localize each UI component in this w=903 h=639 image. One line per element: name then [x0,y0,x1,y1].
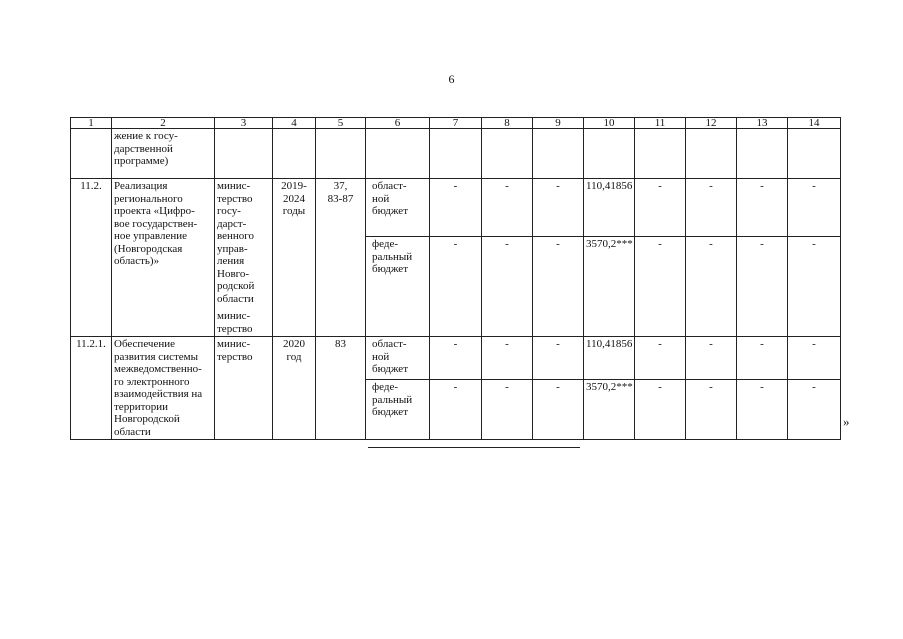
empty-cell [686,129,737,179]
empty-cell [533,129,584,179]
empty-cell [273,129,316,179]
period: 2019- 2024 годы [273,179,316,337]
value-cell: 110,41856 [584,337,635,380]
funding-source: феде- ральный бюджет [366,237,430,337]
value-cell: 3570,2*** [584,380,635,440]
value-cell: 3570,2*** [584,237,635,337]
value-cell: - [533,179,584,237]
value-cell: - [635,179,686,237]
value-cell: 110,41856 [584,179,635,237]
table-row [71,179,841,237]
col-header: 1 [71,118,112,129]
value-cell: - [430,179,482,237]
col-header: 7 [430,118,482,129]
col-header: 13 [737,118,788,129]
empty-cell [788,129,841,179]
value-cell: - [533,337,584,380]
executor: минис- терство [215,337,273,440]
closing-quote-mark: » [843,414,850,429]
value-cell: - [737,337,788,380]
measure-name: Реализация регионального проекта «Цифро- вое государствен- ное управление (Новгородская область)» [112,179,215,337]
continuation-text: жение к госу- дарственной программе) [112,129,215,179]
col-header: 14 [788,118,841,129]
value-cell: - [788,380,841,440]
col-header: 12 [686,118,737,129]
empty-cell [430,129,482,179]
executor-extra-text: минис- терство [217,310,253,335]
funding-source: област- ной бюджет [366,179,430,237]
col-header: 9 [533,118,584,129]
empty-cell [482,129,533,179]
executor [215,179,273,337]
value-cell: - [686,179,737,237]
measure-name: Обеспечение развития системы межведомственно- го электронного взаимодействия на территории Новгородской области [112,337,215,440]
value-cell: - [788,337,841,380]
value-cell: - [482,337,533,380]
value-cell: - [635,380,686,440]
value-cell: - [788,179,841,237]
period: 2020 год [273,337,316,440]
empty-cell [71,129,112,179]
value-cell: - [430,237,482,337]
empty-cell [584,129,635,179]
value-cell: - [737,237,788,337]
empty-cell [635,129,686,179]
continuation-row [71,129,841,179]
value-cell: - [635,337,686,380]
col-header: 4 [273,118,316,129]
value-cell: - [686,237,737,337]
empty-cell [737,129,788,179]
executor-text: минис- терство госу- дарст- венного управ- ления Новго- родской области [217,180,255,305]
value-cell: - [430,337,482,380]
value-cell: - [482,237,533,337]
col-header: 6 [366,118,430,129]
value-cell: - [737,380,788,440]
col-header: 2 [112,118,215,129]
value-cell: - [686,337,737,380]
value-cell: - [533,237,584,337]
funding-source: феде- ральный бюджет [366,380,430,440]
column-number-row [71,118,841,129]
col-header: 10 [584,118,635,129]
empty-cell [316,129,366,179]
col-header: 3 [215,118,273,129]
value-cell: - [635,237,686,337]
value-cell: - [686,380,737,440]
table-row [71,337,841,380]
col-header: 11 [635,118,686,129]
col-header: 5 [316,118,366,129]
col-header: 8 [482,118,533,129]
empty-cell [366,129,430,179]
value-cell: - [788,237,841,337]
funding-source: област- ной бюджет [366,337,430,380]
targets: 37, 83-87 [316,179,366,337]
value-cell: - [482,179,533,237]
value-cell: - [482,380,533,440]
empty-cell [215,129,273,179]
measures-table [70,117,841,440]
row-number: 11.2. [71,179,112,337]
targets: 83 [316,337,366,440]
row-number: 11.2.1. [71,337,112,440]
value-cell: - [430,380,482,440]
page-number: 6 [448,72,455,86]
end-of-document-rule [368,447,580,448]
value-cell: - [533,380,584,440]
value-cell: - [737,179,788,237]
